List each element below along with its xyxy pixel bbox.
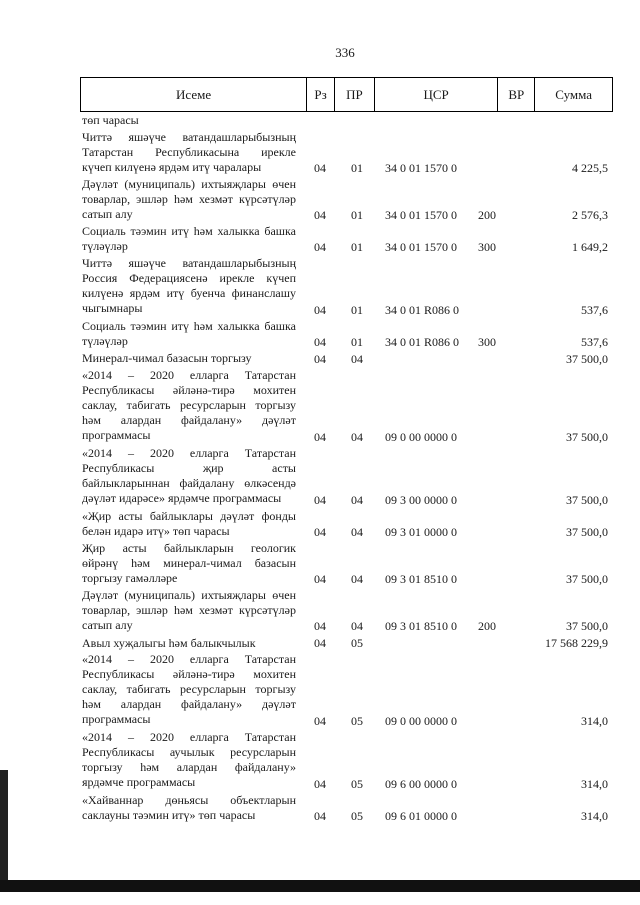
- row-csr: 09 3 01 8510 0: [385, 571, 457, 586]
- table-row: [0, 224, 640, 255]
- row-name-line: сатып алу: [82, 618, 133, 633]
- row-name: [82, 541, 296, 586]
- row-name-line: белән идарә итү» төп чарасы: [82, 523, 230, 538]
- row-name-line: чыгымнары: [82, 301, 143, 316]
- row-name-line: түләүләр: [82, 239, 128, 254]
- scan-edge-bottom: [0, 880, 640, 892]
- row-rz: 04: [314, 776, 326, 791]
- row-name-line: Читтә яшәүче ватандашларыбызның: [82, 256, 296, 271]
- header-csr: ЦСР: [375, 78, 499, 111]
- row-name: [82, 224, 296, 254]
- row-name-line: «2014 – 2020 елларга Татарстан: [82, 367, 296, 382]
- row-name-line: төп чарасы: [82, 113, 139, 127]
- row-sum: 2 576,3: [572, 208, 608, 223]
- row-name-line: килүенә ярдәм итү буенча финанслашу: [82, 286, 296, 301]
- table-row: [0, 509, 640, 540]
- row-sum: 4 225,5: [572, 160, 608, 175]
- row-pr: 04: [351, 351, 363, 366]
- row-name-line: ярдәмче программасы: [82, 775, 196, 790]
- row-rz: 04: [314, 429, 326, 444]
- row-name-line: Читтә яшәүче ватандашларыбызның: [82, 129, 296, 144]
- row-csr: 34 0 01 1570 0: [385, 160, 457, 175]
- row-rz: 04: [314, 208, 326, 223]
- row-csr: 34 0 01 1570 0: [385, 240, 457, 255]
- row-name-line: Республикасы әйләнә-тирә мохитен: [82, 382, 296, 397]
- row-sum: 1 649,2: [572, 240, 608, 255]
- row-sum: 37 500,0: [566, 524, 608, 539]
- row-rz: 04: [314, 635, 326, 650]
- row-vr: 300: [478, 240, 496, 255]
- row-pr: 04: [351, 524, 363, 539]
- row-name-line: саклау, табигать ресурсларын торгызу: [82, 682, 296, 697]
- row-sum: 37 500,0: [566, 429, 608, 444]
- row-name-line: торгызу һәм алардан файдалану»: [82, 760, 296, 775]
- row-pr: 01: [351, 160, 363, 175]
- row-name: [82, 368, 296, 443]
- row-csr: 34 0 01 1570 0: [385, 208, 457, 223]
- row-vr: 200: [478, 208, 496, 223]
- row-name: [82, 113, 296, 128]
- row-pr: 01: [351, 334, 363, 349]
- row-name-line: Республикасы җир асты: [82, 461, 296, 475]
- row-name: [82, 509, 296, 539]
- row-name: [82, 351, 296, 366]
- row-pr: 05: [351, 635, 363, 650]
- row-sum: 537,6: [581, 334, 608, 349]
- row-name-line: Республикасы аучылык ресурсларын: [82, 745, 296, 760]
- row-csr: 09 6 00 0000 0: [385, 776, 457, 791]
- table-row: [0, 368, 640, 445]
- row-pr: 05: [351, 714, 363, 729]
- row-sum: 314,0: [581, 808, 608, 823]
- row-name-line: товарлар, эшләр һәм хезмәт күрсәтүләр: [82, 192, 296, 206]
- row-sum: 37 500,0: [566, 571, 608, 586]
- table-row: [0, 652, 640, 729]
- row-name-line: байлыкларыннан файдалану өлкәсендә: [82, 476, 296, 490]
- row-name-line: программасы: [82, 427, 151, 442]
- row-csr: 09 6 01 0000 0: [385, 808, 457, 823]
- row-name-line: «Хайваннар дөньясы объектларын: [82, 793, 296, 808]
- row-name: [82, 177, 296, 222]
- row-pr: 04: [351, 492, 363, 507]
- header-name: Исеме: [81, 78, 307, 111]
- table-row: [0, 130, 640, 176]
- row-name: [82, 652, 296, 727]
- table-row: [0, 351, 640, 366]
- row-pr: 04: [351, 619, 363, 634]
- row-name-line: Социаль тәэмин итү һәм халыкка башка: [82, 319, 296, 334]
- row-sum: 37 500,0: [566, 619, 608, 634]
- row-name-line: сатып алу: [82, 207, 133, 221]
- row-csr: 09 3 00 0000 0: [385, 492, 457, 507]
- row-vr: 300: [478, 334, 496, 349]
- row-name-line: Республикасы әйләнә-тирә мохитен: [82, 667, 296, 682]
- header-vr: ВР: [498, 78, 535, 111]
- row-name-line: «Җир асты байлыклары дәүләт фонды: [82, 508, 296, 523]
- row-name: [82, 636, 296, 651]
- row-csr: 09 3 01 0000 0: [385, 524, 457, 539]
- row-name-line: Социаль тәэмин итү һәм халыкка башка: [82, 224, 296, 239]
- header-pr: ПР: [335, 78, 375, 111]
- scan-edge-left: [0, 770, 8, 890]
- row-pr: 04: [351, 429, 363, 444]
- row-name-line: Дәүләт (муниципаль) ихтыяҗлары өчен: [82, 177, 296, 191]
- row-name-line: Дәүләт (муниципаль) ихтыяҗлары өчен: [82, 588, 296, 603]
- table-row: [0, 319, 640, 350]
- row-name: [82, 730, 296, 790]
- row-name-line: Җир асты байлыкларын геологик: [82, 540, 296, 555]
- row-csr: 09 0 00 0000 0: [385, 429, 457, 444]
- row-sum: 537,6: [581, 302, 608, 317]
- row-name: [82, 256, 296, 316]
- row-name-line: түләүләр: [82, 334, 128, 349]
- table-row: [0, 113, 640, 128]
- table-row: [0, 541, 640, 587]
- row-pr: 01: [351, 302, 363, 317]
- row-name-line: «2014 – 2020 елларга Татарстан: [82, 730, 296, 745]
- row-csr: 09 3 01 8510 0: [385, 619, 457, 634]
- row-name-line: «2014 – 2020 елларга Татарстан: [82, 446, 296, 460]
- row-name-line: дәүләт идарәсе» ярдәмче программасы: [82, 491, 282, 505]
- row-name-line: программасы: [82, 712, 151, 727]
- row-name-line: һәм алардан файдалану» дәүләт: [82, 697, 296, 712]
- row-name-line: күчеп килүенә ярдәм итү чаралары: [82, 159, 262, 174]
- row-name: [82, 793, 296, 823]
- row-sum: 37 500,0: [566, 492, 608, 507]
- row-csr: 34 0 01 R086 0: [385, 302, 460, 317]
- row-name: [82, 446, 296, 506]
- row-name: [82, 588, 296, 633]
- row-sum: 17 568 229,9: [545, 635, 608, 650]
- row-rz: 04: [314, 351, 326, 366]
- row-name-line: Минерал-чимал базасын торгызу: [82, 351, 252, 366]
- row-rz: 04: [314, 240, 326, 255]
- table-row: [0, 177, 640, 223]
- row-pr: 01: [351, 208, 363, 223]
- table-row: [0, 636, 640, 651]
- row-rz: 04: [314, 524, 326, 539]
- row-name-line: саклау, табигать ресурсларын торгызу: [82, 397, 296, 412]
- table-header: [80, 77, 613, 112]
- row-vr: 200: [478, 619, 496, 634]
- row-rz: 04: [314, 334, 326, 349]
- row-sum: 314,0: [581, 776, 608, 791]
- row-pr: 01: [351, 240, 363, 255]
- row-rz: 04: [314, 160, 326, 175]
- table-row: [0, 446, 640, 508]
- row-pr: 04: [351, 571, 363, 586]
- table-row: [0, 730, 640, 792]
- row-csr: 09 0 00 0000 0: [385, 714, 457, 729]
- row-pr: 05: [351, 808, 363, 823]
- row-name-line: «2014 – 2020 елларга Татарстан: [82, 652, 296, 667]
- row-sum: 37 500,0: [566, 351, 608, 366]
- table-row: [0, 793, 640, 824]
- page-number: 336: [335, 45, 355, 60]
- row-rz: 04: [314, 619, 326, 634]
- row-name-line: Россия Федерациясенә ирекле күчеп: [82, 271, 296, 286]
- row-rz: 04: [314, 571, 326, 586]
- row-name-line: торгызу гамәлләре: [82, 570, 178, 585]
- row-csr: 34 0 01 R086 0: [385, 334, 460, 349]
- row-name-line: Татарстан Республикасына ирекле: [82, 144, 296, 159]
- header-rz: Рз: [307, 78, 335, 111]
- row-pr: 05: [351, 776, 363, 791]
- row-rz: 04: [314, 808, 326, 823]
- row-name-line: саклауны тәэмин итү» төп чарасы: [82, 808, 256, 823]
- row-rz: 04: [314, 714, 326, 729]
- row-name-line: Авыл хуҗалыгы һәм балыкчылык: [82, 635, 256, 650]
- row-rz: 04: [314, 302, 326, 317]
- row-name: [82, 319, 296, 349]
- row-name-line: товарлар, эшләр һәм хезмәт күрсәтүләр: [82, 603, 296, 618]
- row-rz: 04: [314, 492, 326, 507]
- row-name-line: һәм алардан файдалану» дәүләт: [82, 412, 296, 427]
- row-name-line: өйрәнү һәм минерал-чимал базасын: [82, 555, 296, 570]
- row-sum: 314,0: [581, 714, 608, 729]
- table-row: [0, 588, 640, 634]
- row-name: [82, 130, 296, 175]
- header-sum: Сумма: [555, 86, 593, 102]
- table-row: [0, 256, 640, 318]
